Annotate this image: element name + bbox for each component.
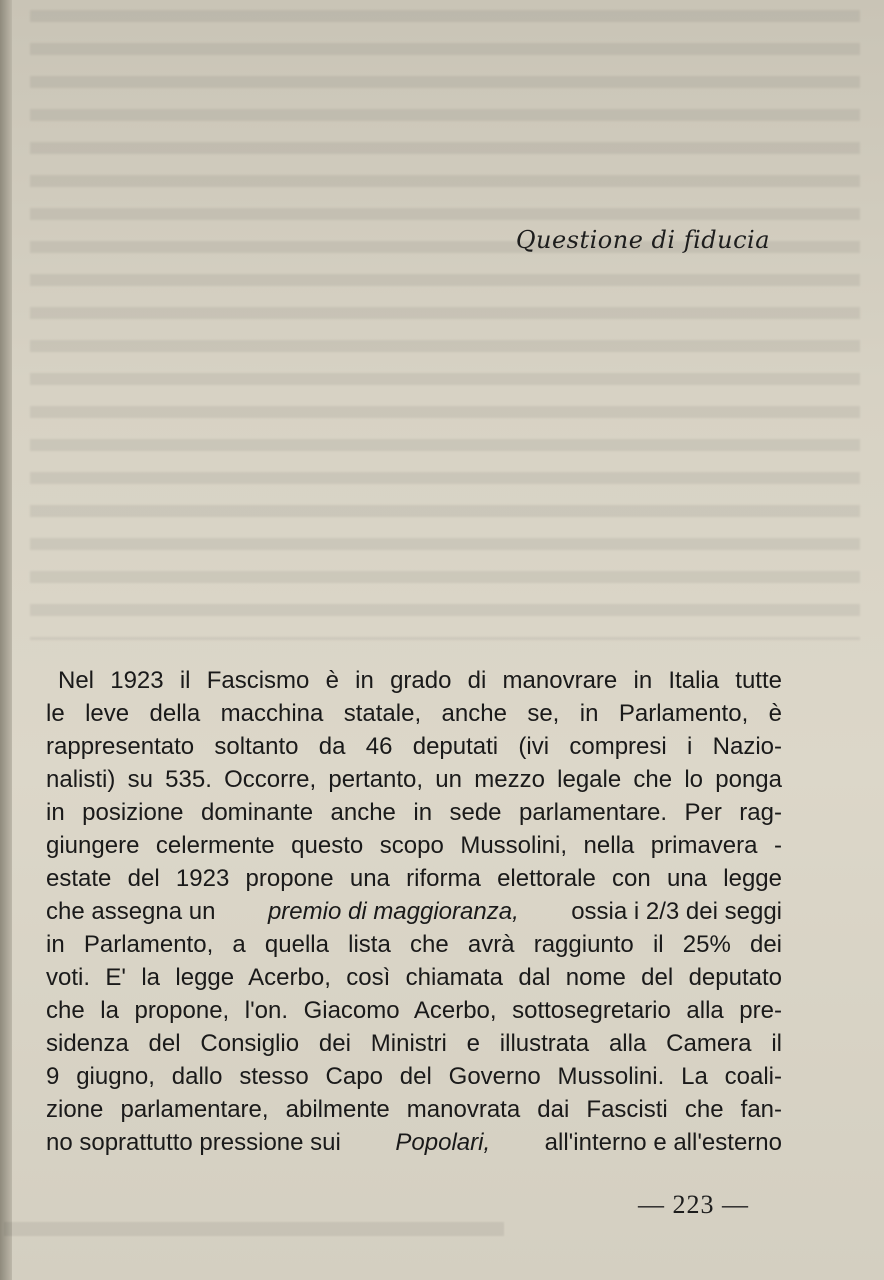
section-title: Questione di fiducia xyxy=(515,226,770,254)
text-line-8 xyxy=(46,895,782,928)
text-line-10: voti. E' la legge Acerbo, così chiamata dal nome del deputato xyxy=(46,964,782,991)
text-line-5: in posizione dominante anche in sede parlamentare. Per rag- xyxy=(46,799,782,826)
text-line-7: estate del 1923 propone una riforma elettorale con una legge xyxy=(46,865,782,892)
text-line-6: giungere celermente questo scopo Mussolini, nella primavera - xyxy=(46,832,782,859)
text-line-4: nalisti) su 535. Occorre, pertanto, un mezzo legale che lo ponga xyxy=(46,766,782,793)
text-line-12: sidenza del Consiglio dei Ministri e illustrata alla Camera il xyxy=(46,1030,782,1057)
page-number: — 223 — xyxy=(638,1190,749,1219)
italic-premio-di-maggioranza: premio di maggioranza, xyxy=(267,898,519,925)
text-line-15 xyxy=(46,1126,782,1159)
text-line-13: 9 giugno, dallo stesso Capo del Governo Mussolini. La coali- xyxy=(46,1063,782,1090)
footer-bleed-texture xyxy=(0,1222,884,1236)
text-line-11: che la propone, l'on. Giacomo Acerbo, sottosegretario alla pre- xyxy=(46,997,782,1024)
text-line-1: Nel 1923 il Fascismo è in grado di manovrare in Italia tutte xyxy=(58,667,782,694)
text-line-2: le leve della macchina statale, anche se, in Parlamento, è xyxy=(46,700,782,727)
book-gutter xyxy=(0,0,12,1280)
text-line-8-after: ossia i 2/3 dei seggi xyxy=(564,898,782,925)
text-line-14: zione parlamentare, abilmente manovrata dai Fascisti che fan- xyxy=(46,1096,782,1123)
text-line-9: in Parlamento, a quella lista che avrà raggiunto il 25% dei xyxy=(46,931,782,958)
text-line-15-after: all'interno e all'esterno xyxy=(538,1129,782,1156)
text-line-3: rappresentato soltanto da 46 deputati (ivi compresi i Nazio- xyxy=(46,733,782,760)
text-line-8-before: che assegna un xyxy=(46,898,223,925)
body-paragraph xyxy=(46,664,782,1159)
text-line-15-before: no soprattutto pressione sui xyxy=(46,1129,348,1156)
bleed-through-texture xyxy=(30,0,860,640)
italic-popolari: Popolari, xyxy=(395,1129,491,1156)
